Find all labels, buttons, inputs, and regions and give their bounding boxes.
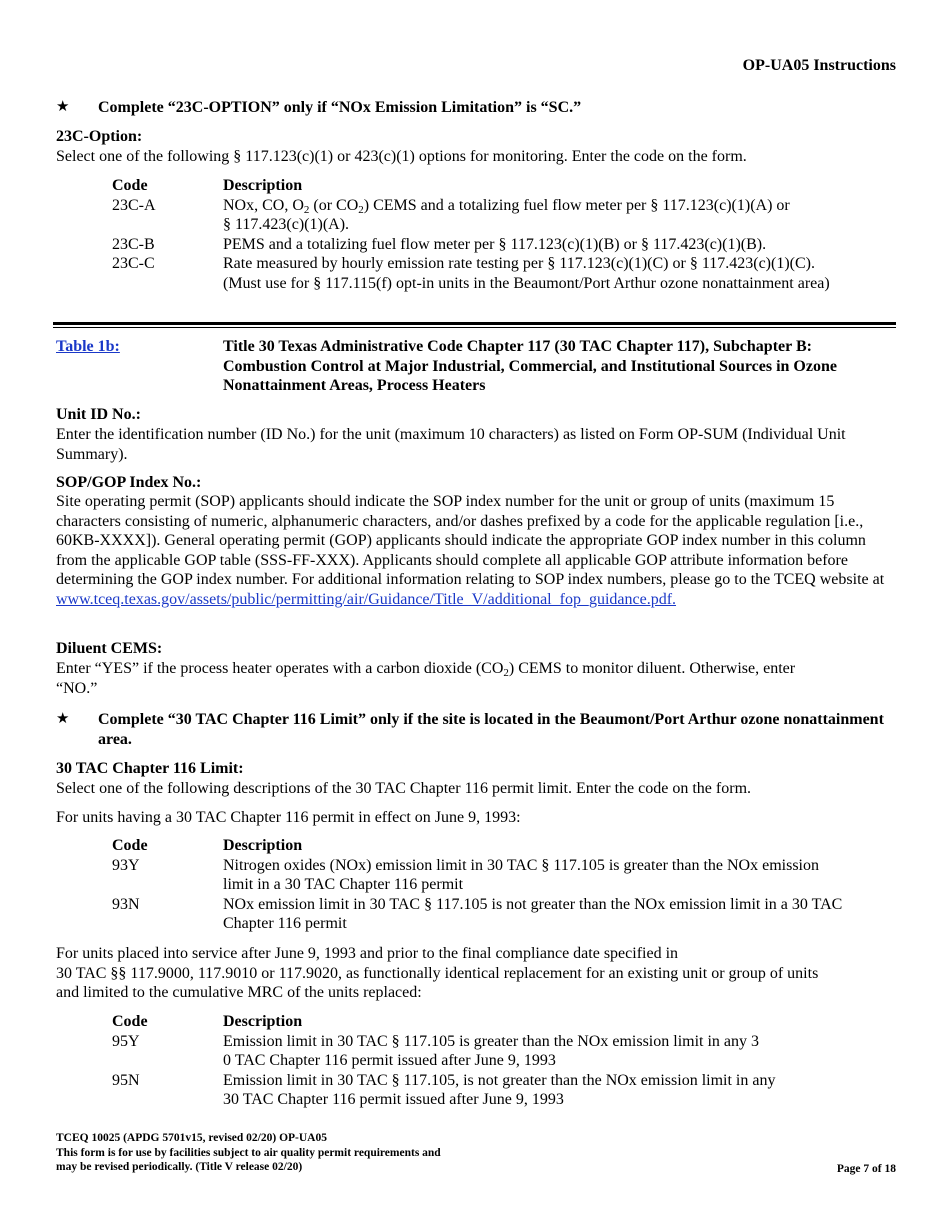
table-row [112, 235, 896, 255]
description-cell: Rate measured by hourly emission rate testing per § 117.123(c)(1)(C) or § 117.423(c)(1)(C). (Must use for § 117.115(f) opt-in units in the Beaumont/Port Arthur ozone nonattainment area) [223, 255, 830, 292]
notice-text: Complete “30 TAC Chapter 116 Limit” only if the site is located in the Beaumont/Port Arthur ozone nonattainment area. [98, 711, 884, 748]
code-cell: 23C-A [112, 196, 156, 214]
description-cell: Nitrogen oxides (NOx) emission limit in 30 TAC § 117.105 is greater than the NOx emission limit in a 30 TAC Chapter 116 permit [223, 856, 819, 894]
table-row [112, 196, 896, 235]
section-heading-diluent-cems: Diluent CEMS: [56, 640, 163, 657]
page-number: Page 7 of 18 [836, 1163, 896, 1175]
sub-intro-replacement: For units placed into service after June 9, 1993 and prior to the final compliance date specified in 30 TAC §§ 117.9000, 117.9010 or 117.9020, as functionally identical replacement for an existing unit or group of units and limited to the cumulative MRC of the units replaced: [56, 945, 819, 1002]
guidance-link[interactable]: www.tceq.texas.gov/assets/public/permitting/air/Guidance/Title_V/additional_fop_guidance.pdf. [56, 590, 677, 608]
table-row [112, 895, 896, 934]
footer-form-id: TCEQ 10025 (APDG 5701v15, revised 02/20) OP-UA05 [56, 1132, 327, 1144]
code-table-header [112, 176, 896, 196]
document-page [56, 0, 896, 1230]
description-cell: Emission limit in 30 TAC § 117.105 is greater than the NOx emission limit in any 3 0 TAC Chapter 116 permit issued after June 9, 1993 [223, 1032, 760, 1070]
code-cell: 95N [112, 1071, 140, 1089]
table-row [112, 856, 896, 895]
col-header-code: Code [112, 1013, 148, 1030]
notice-text: Complete “23C-OPTION” only if “NOx Emission Limitation” is “SC.” [98, 99, 582, 116]
footer-revision-note: may be revised periodically. (Title V release 02/20) [56, 1161, 303, 1173]
notice-23c-option [56, 98, 896, 118]
col-header-description: Description [223, 177, 303, 194]
section-heading-sop-gop: SOP/GOP Index No.: [56, 474, 202, 491]
section-divider-thick [53, 322, 896, 325]
section-heading-unit-id: Unit ID No.: [56, 406, 141, 423]
col-header-description: Description [223, 837, 303, 854]
table-row [112, 1032, 896, 1071]
star-icon: ★ [56, 99, 70, 115]
page-header-title: OP-UA05 Instructions [742, 57, 896, 74]
footer-usage-note: This form is for use by facilities subject to air quality permit requirements and [56, 1146, 441, 1159]
section-intro-23c-option: Select one of the following § 117.123(c)(1) or 423(c)(1) options for monitoring. Enter the code on the form. [56, 148, 747, 165]
sub-intro-1993: For units having a 30 TAC Chapter 116 permit in effect on June 9, 1993: [56, 809, 521, 826]
section-intro-chapter-116: Select one of the following descriptions of the 30 TAC Chapter 116 permit limit. Enter the code on the form. [56, 780, 752, 797]
table-row [112, 1071, 896, 1110]
section-text-unit-id: Enter the identification number (ID No.) for the unit (maximum 10 characters) as listed on Form OP-SUM (Individual Unit Summary). [56, 426, 846, 463]
section-text-sop-gop: Site operating permit (SOP) applicants should indicate the SOP index number for the unit or group of units (maximum 15 characters consisting of numeric, alphanumeric characters, and/or dashes prefixed by a code for the applicable regulation [i.e., 60KB-XXXX]). General operating permit (GOP) applicants should indicate the appropriate GOP index number in this column from the applicable GOP table (SSS-FF-XXX). Applicants should complete all applicable GOP attribute information before determining the GOP index number. For additional information relating to SOP index numbers, please go to the TCEQ website at www.tceq.texas.gov/assets/public/permitting/air/Guidance/Title_V/additional_fop_guidance.pdf. [56, 493, 885, 608]
table-1b-link[interactable]: Table 1b: [56, 338, 120, 355]
code-cell: 23C-C [112, 255, 155, 273]
description-cell: Emission limit in 30 TAC § 117.105, is not greater than the NOx emission limit in any 30 TAC Chapter 116 permit issued after June 9, 1993 [223, 1071, 776, 1109]
page-footer [56, 1131, 441, 1175]
section-heading-chapter-116: 30 TAC Chapter 116 Limit: [56, 760, 244, 777]
col-header-code: Code [112, 177, 148, 194]
star-icon: ★ [56, 711, 70, 727]
code-table-95 [112, 1012, 896, 1110]
code-table-93 [112, 836, 896, 934]
description-cell: PEMS and a totalizing fuel flow meter per § 117.123(c)(1)(B) or § 117.423(c)(1)(B). [223, 235, 767, 253]
code-cell: 93Y [112, 856, 140, 874]
section-heading-23c-option: 23C-Option: [56, 128, 143, 145]
description-cell: NOx emission limit in 30 TAC § 117.105 is not greater than the NOx emission limit in a 30 TAC Chapter 116 permit [223, 895, 843, 933]
section-divider-thin [53, 327, 896, 328]
col-header-code: Code [112, 837, 148, 854]
code-cell: 23C-B [112, 235, 155, 253]
description-cell: NOx, CO, $O_2$ (or $CO_2$) CEMS and a totalizing fuel flow meter per § 117.123(c)(1)(A) or § 117.423(c)(1)(A). [223, 196, 790, 234]
code-table-header [112, 836, 896, 856]
code-table-header [112, 1012, 896, 1032]
section-text-diluent-cems: Enter “YES” if the process heater operates with a carbon dioxide $(CO_2)$ CEMS to monitor diluent. Otherwise, enter “NO.” [56, 660, 796, 697]
code-table-23c [112, 176, 896, 294]
notice-chapter-116 [56, 710, 896, 750]
col-header-description: Description [223, 1013, 303, 1030]
table-row [112, 254, 896, 293]
code-cell: 95Y [112, 1032, 140, 1050]
table-1b-title: Title 30 Texas Administrative Code Chapter 117 (30 TAC Chapter 117), Subchapter B: Combustion Control at Major Industrial, Commercial, and Institutional Sources in Ozone Nonattainment Areas, Process Heaters [223, 338, 837, 395]
code-cell: 93N [112, 895, 140, 913]
